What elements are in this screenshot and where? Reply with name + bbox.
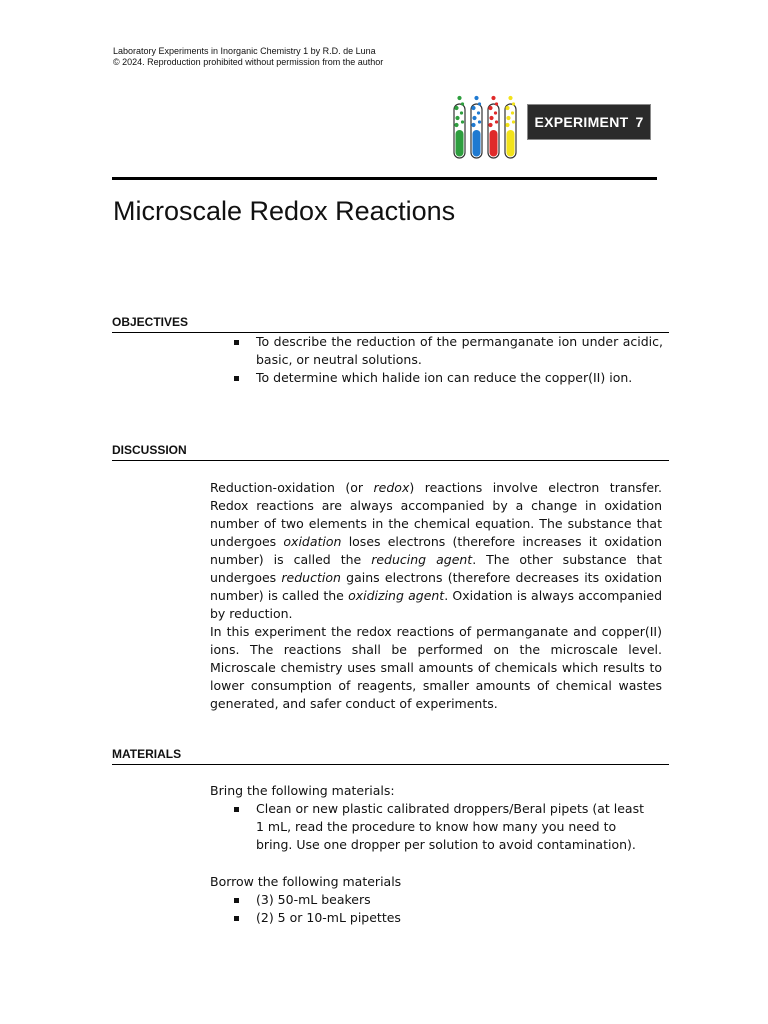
text-run: Reduction-oxidation (or: [210, 480, 374, 495]
text-run: ) reactions involve electron transfer. Redox reactions are always accompanied by a change in oxidation number of two elements in the chemical equation. The substance that undergoes: [210, 480, 662, 549]
objectives-list: [233, 333, 663, 387]
bubble-dot: [460, 111, 463, 114]
text-run-italic: reducing agent: [371, 552, 473, 567]
bubble-dot: [454, 123, 458, 127]
bubble-dot: [511, 111, 514, 114]
discussion-paragraph-1: [210, 479, 662, 623]
bring-list: [233, 800, 653, 854]
materials-heading: MATERIALS: [112, 747, 669, 765]
text-run-italic: oxidation: [283, 534, 342, 549]
objectives-heading: OBJECTIVES: [112, 315, 669, 333]
bubble-dot: [512, 102, 515, 105]
text-run: gains electrons (therefore decreases its oxidation number) is called the: [210, 570, 662, 603]
bubble-dot: [505, 123, 509, 127]
bubble-dot: [505, 106, 509, 110]
bubble-dot: [477, 111, 480, 114]
text-run: . The other substance that undergoes: [210, 552, 662, 585]
bubble-dot: [508, 96, 512, 100]
text-run: . Oxidation is always accompanied by reduction.: [210, 588, 662, 621]
experiment-number: 7: [635, 114, 644, 130]
bubble-dot: [461, 120, 464, 123]
bubble-dot: [494, 111, 497, 114]
test-tubes-icon: [449, 92, 521, 160]
bubble-dot: [461, 102, 464, 105]
experiment-label: EXPERIMENT: [534, 114, 629, 130]
bubble-dot: [471, 123, 475, 127]
bubble-dot: [474, 96, 478, 100]
bubble-dot: [495, 102, 498, 105]
objective-item: To describe the reduction of the permanganate ion under acidic, basic, or neutral solutions.: [233, 333, 663, 369]
test-tube-liquid: [507, 130, 515, 157]
title-divider: [112, 177, 657, 180]
bubble-dot: [457, 96, 461, 100]
test-tube-liquid: [473, 130, 481, 157]
test-tube-liquid: [456, 130, 464, 157]
bubble-dot: [491, 96, 495, 100]
bubble-dot: [478, 120, 481, 123]
bubble-dot: [472, 116, 476, 120]
bubble-dot: [454, 106, 458, 110]
borrow-item: (3) 50-mL beakers: [233, 891, 653, 909]
bring-item: Clean or new plastic calibrated droppers/Beral pipets (at least 1 mL, read the procedure to know how many you need to bring. Use one dropper per solution to avoid contamination).: [233, 800, 653, 854]
objective-item: To determine which halide ion can reduce the copper(II) ion.: [233, 369, 663, 387]
text-run: loses electrons (therefore increases it oxidation number) is called the: [210, 534, 662, 567]
borrow-list: [233, 891, 653, 927]
bubble-dot: [471, 106, 475, 110]
copyright-header: [113, 46, 383, 68]
bubble-dot: [455, 116, 459, 120]
page-title: Microscale Redox Reactions: [113, 196, 456, 226]
text-run-italic: oxidizing agent: [348, 588, 445, 603]
bubble-dot: [495, 120, 498, 123]
borrow-intro: Borrow the following materials: [210, 874, 402, 889]
bubble-dot: [488, 123, 492, 127]
text-run-italic: redox: [373, 480, 410, 495]
test-tube-liquid: [490, 130, 498, 157]
header-line-2: © 2024. Reproduction prohibited without permission from the author: [113, 57, 384, 67]
bubble-dot: [489, 116, 493, 120]
header-line-1: Laboratory Experiments in Inorganic Chemistry 1 by R.D. de Luna: [113, 46, 376, 56]
bubble-dot: [506, 116, 510, 120]
bubble-dot: [488, 106, 492, 110]
experiment-badge: [527, 104, 651, 140]
text-run-italic: reduction: [281, 570, 341, 585]
borrow-item: (2) 5 or 10-mL pipettes: [233, 909, 653, 927]
bubble-dot: [478, 102, 481, 105]
discussion-paragraph-2: In this experiment the redox reactions of permanganate and copper(II) ions. The reactions shall be performed on the microscale level. Microscale chemistry uses small amounts of chemicals which results to lower consumption of reagents, smaller amounts of chemical wastes generated, and safer conduct of experiments.: [210, 624, 662, 711]
discussion-heading: DISCUSSION: [112, 443, 669, 461]
bubble-dot: [512, 120, 515, 123]
bring-intro: Bring the following materials:: [210, 783, 395, 798]
